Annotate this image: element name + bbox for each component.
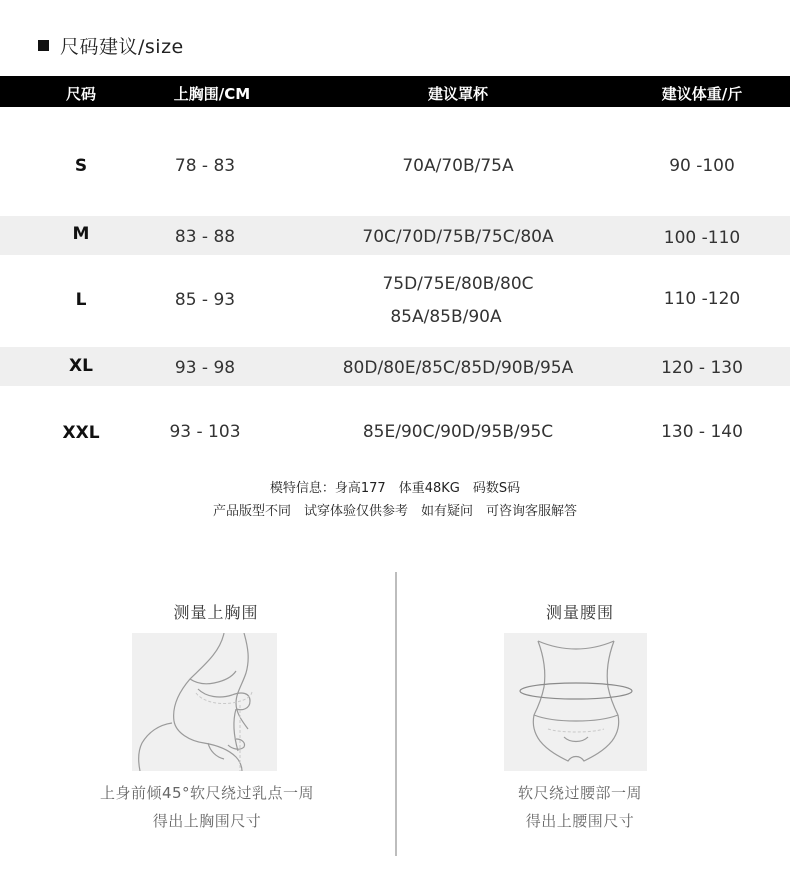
size-cell: XXL <box>62 423 100 443</box>
cup-cell-line1: 75D/75E/80B/80C <box>382 274 534 294</box>
disclaimer-note: 产品版型不同 试穿体验仅供参考 如有疑问 可咨询客服解答 <box>212 504 577 519</box>
waist-measure-instruction: 软尺绕过腰部一周 <box>517 784 643 802</box>
bust-cell: 93 - 98 <box>174 358 236 378</box>
waist-figure-icon <box>504 633 647 771</box>
bust-cell: 93 - 103 <box>169 422 241 442</box>
bust-measure-instruction: 上身前倾45°软尺绕过乳点一周 <box>99 784 315 802</box>
weight-cell: 110 -120 <box>663 289 741 309</box>
cup-cell-line2: 85A/85B/90A <box>390 307 502 327</box>
weight-cell: 100 -110 <box>663 228 741 248</box>
header-size: 尺码 <box>65 85 97 103</box>
cup-cell: 70C/70D/75B/75C/80A <box>362 227 554 247</box>
weight-cell: 130 - 140 <box>661 422 743 442</box>
bust-figure-icon <box>132 633 277 771</box>
cup-cell: 70A/70B/75A <box>402 156 514 176</box>
bust-cell: 78 - 83 <box>174 156 236 176</box>
bust-measurement-illustration <box>132 633 277 771</box>
size-cell: M <box>72 224 90 244</box>
size-cell: L <box>75 290 87 310</box>
bust-measure-title: 测量上胸围 <box>173 603 259 622</box>
cup-cell: 80D/80E/85C/85D/90B/95A <box>342 358 574 378</box>
size-cell: S <box>74 156 88 176</box>
bust-cell: 83 - 88 <box>174 227 236 247</box>
waist-measurement-illustration <box>504 633 647 771</box>
header-cup: 建议罩杯 <box>427 85 489 103</box>
bust-cell: 85 - 93 <box>174 290 236 310</box>
section-title <box>38 32 184 59</box>
weight-cell: 120 - 130 <box>661 358 743 378</box>
waist-measure-result: 得出上腰围尺寸 <box>525 812 635 830</box>
cup-cell: 85E/90C/90D/95B/95C <box>362 422 554 442</box>
size-cell: XL <box>69 356 93 376</box>
square-bullet-icon <box>38 40 49 51</box>
waist-measure-title: 测量腰围 <box>545 603 615 622</box>
header-bust: 上胸围/CM <box>173 85 251 103</box>
vertical-divider <box>395 572 397 856</box>
header-weight: 建议体重/斤 <box>661 85 743 103</box>
weight-cell: 90 -100 <box>669 156 735 176</box>
model-info-note: 模特信息：身高177 体重48KG 码数S码 <box>269 481 521 496</box>
section-title-text: 尺码建议/size <box>60 36 184 58</box>
size-table-header <box>0 76 790 107</box>
bust-measure-result: 得出上胸围尺寸 <box>152 812 262 830</box>
